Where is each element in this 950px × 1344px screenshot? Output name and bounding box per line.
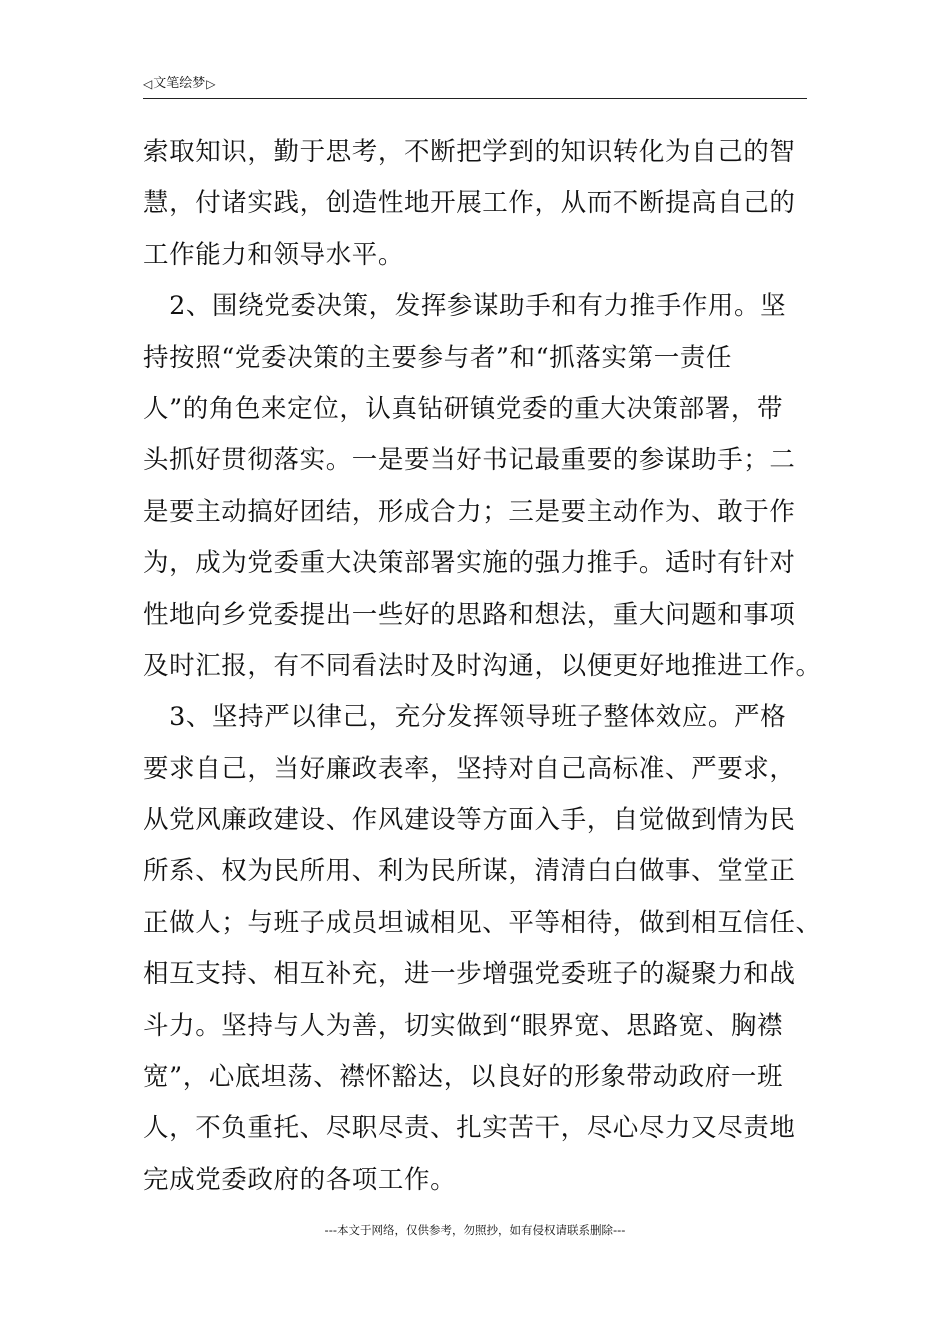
- text-line: 是要主动搞好团结，形成合力；三是要主动作为、敢于作: [143, 496, 796, 527]
- text-line: 工作能力和领导水平。: [143, 239, 405, 270]
- paragraph-2: [143, 281, 822, 692]
- paragraph-3: [143, 692, 822, 1206]
- document-body: [143, 127, 822, 1206]
- text-line: 从党风廉政建设、作风建设等方面入手，自觉做到情为民: [143, 805, 796, 836]
- text-line: 索取知识，勤于思考，不断把学到的知识转化为自己的智: [143, 137, 796, 167]
- right-triangle-icon: ▷: [206, 77, 216, 91]
- text-line: 持按照“党委决策的主要参与者”和“抓落实第一责任: [143, 342, 733, 373]
- header-title: 文笔绘梦: [153, 76, 206, 91]
- text-line: 宽”，心底坦荡、襟怀豁达，以良好的形象带动政府一班: [143, 1062, 784, 1093]
- text-line: 慧，付诸实践，创造性地开展工作，从而不断提高自己的: [143, 188, 796, 219]
- text-line: 2、围绕党委决策，发挥参谋助手和有力推手作用。坚: [143, 291, 787, 322]
- text-line: 斗力。坚持与人为善，切实做到“眼界宽、思路宽、胸襟: [143, 1010, 784, 1041]
- text-line: 完成党委政府的各项工作。: [143, 1164, 457, 1195]
- page-header: [143, 74, 807, 99]
- text-line: 为，成为党委重大决策部署实施的强力推手。适时有针对: [143, 548, 796, 579]
- text-line: 性地向乡党委提出一些好的思路和想法，重大问题和事项: [143, 599, 796, 630]
- text-line: 头抓好贯彻落实。一是要当好书记最重要的参谋助手；二: [143, 445, 796, 476]
- paragraph-1: [143, 127, 813, 281]
- text-line: 及时汇报，有不同看法时及时沟通，以便更好地推进工作。: [143, 650, 822, 681]
- text-line: 3、坚持严以律己，充分发挥领导班子整体效应。严格: [143, 702, 787, 733]
- text-line: 人”的角色来定位，认真钻研镇党委的重大决策部署，带: [143, 393, 784, 424]
- header-title-group: [143, 76, 215, 92]
- page-footer: ---本文于网络，仅供参考，勿照抄，如有侵权请联系删除---: [324, 1223, 626, 1237]
- left-triangle-icon: ◁: [143, 77, 153, 91]
- text-line: 正做人；与班子成员坦诚相见、平等相待，做到相互信任、: [143, 907, 822, 938]
- text-line: 要求自己，当好廉政表率，坚持对自己高标准、严要求，: [143, 753, 796, 784]
- text-line: 相互支持、相互补充，进一步增强党委班子的凝聚力和战: [143, 959, 796, 990]
- text-line: 所系、权为民所用、利为民所谋，清清白白做事、堂堂正: [143, 856, 796, 887]
- text-line: 人，不负重托、尽职尽责、扎实苦干，尽心尽力又尽责地: [143, 1113, 796, 1144]
